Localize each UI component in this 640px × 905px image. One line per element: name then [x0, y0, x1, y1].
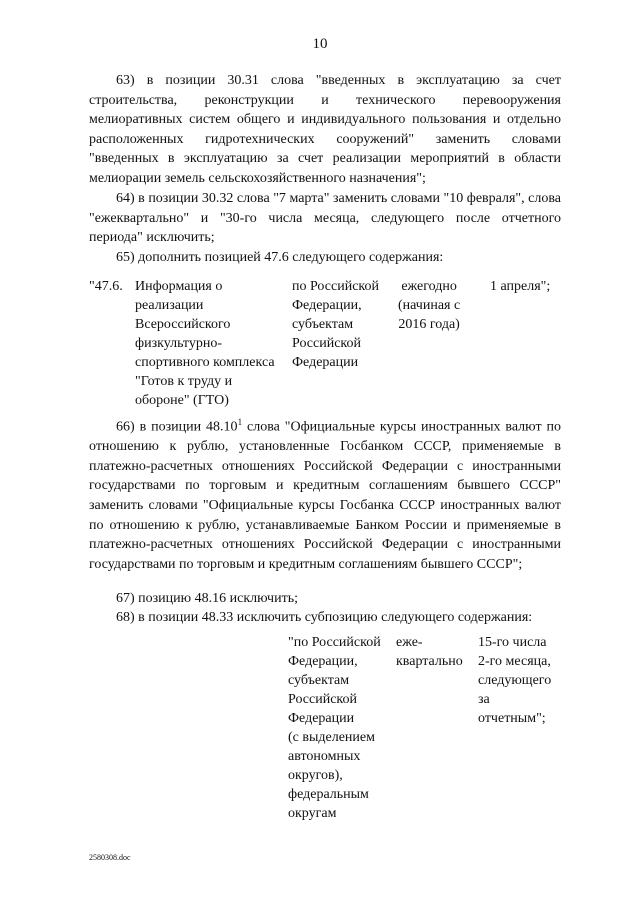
superscript: 1 — [237, 417, 243, 427]
document-filename: 2580308.doc — [89, 853, 131, 862]
table1-frequency: ежегодно (начиная с 2016 года) — [398, 279, 461, 332]
paragraph-68: 68) в позиции 48.33 исключить субпозицию следующего содержания: — [116, 610, 533, 625]
paragraph-67: 67) позицию 48.16 исключить; — [116, 591, 298, 606]
table1-level: по Российской Федерации, субъектам Российской Федерации — [292, 279, 379, 370]
paragraph-65: 65) дополнить позицией 47.6 следующего содержания: — [116, 250, 444, 265]
paragraph-63: 63) в позиции 30.31 слова "введенных в эксплуатацию за счет строительства, реконструкции и технического перевооружения мелиоративных систем общего и индивидуального пользования и отдельно расположенных гидротехнических сооружений" заменить словами "введенных в эксплуатацию за счет реализации мероприятий в области мелиорации земель сельскохозяйственного назначения"; — [89, 73, 561, 186]
page-number: 10 — [312, 36, 328, 52]
table2-level: "по Российской Федерации, субъектам Российской Федерации (с выделением автономных округов), федеральным округам — [288, 635, 381, 821]
paragraph-66 — [89, 413, 561, 574]
table1-code: "47.6. — [89, 279, 123, 294]
table1-deadline: 1 апреля"; — [490, 279, 551, 294]
paragraph-66-start: 66) в позиции 48.10 — [116, 419, 238, 435]
table2-frequency: еже- квартально — [396, 635, 463, 669]
paragraph-64: 64) в позиции 30.32 слова "7 марта" заменить словами "10 февраля", слова "ежеквартально" и "30-го числа месяца, следующего после отчетного периода" исключить; — [89, 191, 561, 246]
table1-name: Информация о реализации Всероссийского физкультурно- спортивного комплекса "Готов к труду и обороне" (ГТО) — [135, 279, 275, 408]
table2-deadline: 15-го числа 2-го месяца, следующего за отчетным"; — [478, 635, 552, 726]
paragraph-66-rest: слова "Официальные курсы иностранных валют по отношению к рублю, установленные Госбанком СССР, применяемые в платежно-расчетных отношениях Российской Федерации с иностранными государствами по торговым и кредитным соглашениям бывшего СССР" заменить словами "Официальные курсы Госбанка СССР иностранных валют по отношению к рублю, устанавливаемые Банком России и применяемые в платежно-расчетных отношениях Российской Федерации с иностранными государствами по торговым и кредитным соглашениям бывшего СССР"; — [89, 419, 561, 572]
